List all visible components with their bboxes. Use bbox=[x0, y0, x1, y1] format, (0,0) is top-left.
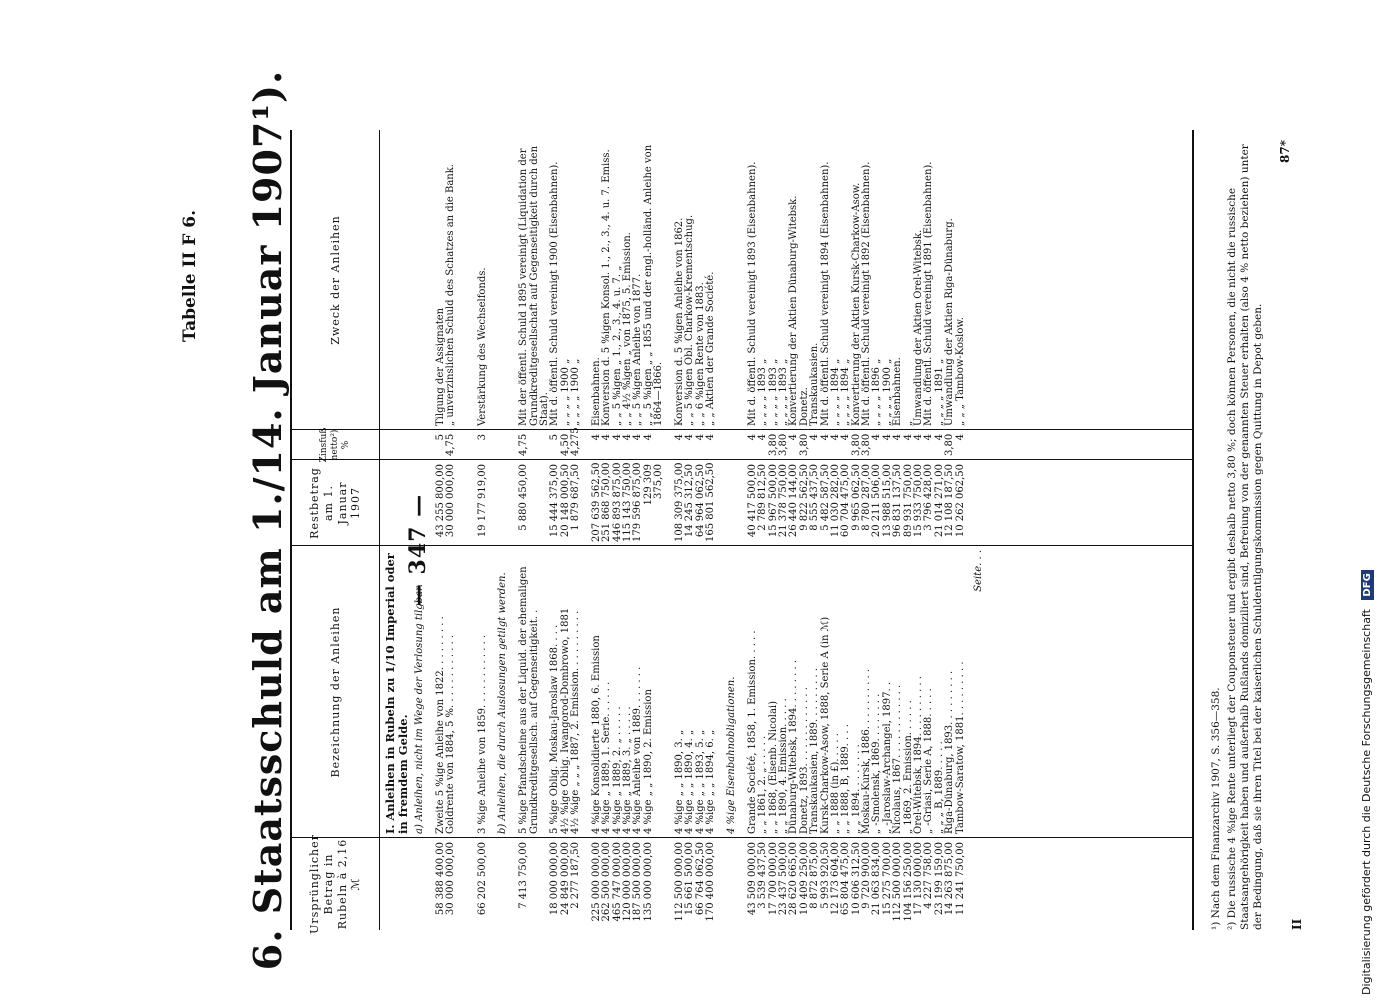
cell-designation: 4 %ige „ „ 1890, 4. „ bbox=[684, 729, 696, 834]
cell-remaining: 11 030 282,00 bbox=[829, 464, 841, 538]
spacer bbox=[727, 134, 748, 426]
cell-remaining: 40 417 500,00 bbox=[746, 464, 758, 538]
cell-rate: 4,50 bbox=[559, 433, 571, 456]
cell-purpose: „ „ „ „ 1900 „ bbox=[881, 358, 893, 426]
cell-remaining: 165 801 562,50 bbox=[705, 462, 717, 542]
cell-purpose: Konvertierung der Aktien Dünaburg-Witebsk. bbox=[788, 195, 800, 426]
cell-original: 120 000 000,00 bbox=[622, 842, 634, 922]
spacer bbox=[498, 434, 519, 456]
cell-original: 15 275 700,00 bbox=[881, 842, 893, 916]
cell-purpose: Mit d. öffentl. Schuld vereinigt 1893 (Eisenbahnen). bbox=[746, 161, 758, 426]
cell-remaining: 19 177 919,00 bbox=[476, 464, 488, 538]
column-header-rate: Zinsfuß netto²) % bbox=[292, 430, 380, 460]
spacer bbox=[717, 434, 727, 456]
cell-original: 30 000 000,00 bbox=[445, 842, 457, 916]
cell-rate: 4 bbox=[632, 434, 644, 441]
cell-purpose: „ „ „ „ 1900 „ bbox=[570, 358, 582, 426]
cell-remaining: 5 482 587,50 bbox=[819, 464, 831, 531]
cell-designation: „ „ 1894. . . . . . . . bbox=[850, 744, 862, 834]
cell-remaining: 21 378 750,00 bbox=[777, 464, 789, 538]
spacer bbox=[384, 842, 415, 926]
cell-remaining: 26 440 144,00 bbox=[788, 464, 800, 538]
cell-purpose: Mit der öffentl. Schuld 1895 vereinigt (Liquidation der Grundkreditgesellschaft auf Gegenseitigkeit durch den Staat). bbox=[518, 145, 550, 426]
cell-original: 23 437 500,00 bbox=[777, 842, 789, 916]
page-mark: 87* bbox=[1278, 140, 1292, 163]
page-number: — 347 — bbox=[405, 493, 431, 607]
cell-remaining: 15 444 375,00 bbox=[549, 464, 561, 538]
cell-remaining: 5 880 450,00 bbox=[518, 464, 530, 531]
cell-original: 112 500 000,00 bbox=[892, 842, 904, 922]
cell-rate: 4,75 bbox=[445, 433, 457, 456]
cell-rate: 4 bbox=[684, 434, 696, 441]
cell-rate: 4 bbox=[840, 434, 852, 441]
cell-rate: 4 bbox=[829, 434, 841, 441]
column-header-purpose: Zweck der Anleihen bbox=[292, 130, 380, 430]
cell-original: 18 000 000,00 bbox=[549, 842, 561, 916]
spacer bbox=[467, 842, 477, 926]
cell-designation: „ 1869, 2. Emission. . . . . . bbox=[902, 700, 914, 834]
cell-purpose: „ „ 4½ %igen „ von 1875, 5. Emission. bbox=[622, 232, 634, 426]
cell-designation: Nicolaus, 1867. . . . . . . . . . . . bbox=[892, 684, 904, 834]
cell-purpose: Mit d. öffentl. Schuld vereinigt 1891 (Eisenbahnen). bbox=[923, 161, 935, 426]
cell-remaining: 30 000 000,00 bbox=[445, 464, 457, 538]
cell-purpose: Konversion d. 5 %igen Konsol. 1., 2., 3., 4. u. 7. Emiss. bbox=[601, 149, 613, 426]
cell-designation: „ -Jaroslaw-Archangel, 1897. . bbox=[881, 681, 893, 834]
cell-remaining: 179 596 875,00 bbox=[632, 462, 644, 542]
cell-purpose: „ unverzinslichen Schuld des Schatzes an die Bank. bbox=[445, 164, 457, 426]
cell-designation: „ „ 1888, B, 1889. . . . bbox=[840, 724, 852, 834]
rotated-page bbox=[60, 60, 1360, 1000]
cell-original: 465 747 000,00 bbox=[611, 842, 623, 922]
cell-designation: „ „ 1861, 2. „ . . . . . bbox=[757, 735, 769, 834]
cell-designation: 4 %ige „ „ 1890, 3. „ bbox=[674, 729, 686, 834]
cell-rate: 4,275 bbox=[570, 427, 582, 456]
cell-rate: 4 bbox=[913, 434, 925, 441]
cell-rate: 3,80 bbox=[777, 433, 789, 456]
cell-rate: 3,80 bbox=[850, 433, 862, 456]
cell-purpose: „ „ „ „ 1896 „ bbox=[871, 358, 883, 426]
cell-remaining: 96 831 137,50 bbox=[892, 464, 904, 538]
cell-remaining: 2 789 812,50 bbox=[757, 464, 769, 531]
cell-designation: „ „ „ B, 1889. . . . . bbox=[933, 741, 945, 834]
funding-note-text: Digitalisierung gefördert durch die Deutsche Forschungsgemeinschaft bbox=[1360, 609, 1373, 995]
cell-rate: 3,80 bbox=[798, 433, 810, 456]
column-body-purpose bbox=[384, 130, 966, 430]
spacer bbox=[727, 434, 748, 456]
column-body-original bbox=[384, 838, 966, 930]
cell-purpose: „ „ 6 %igen Rente von 1883. bbox=[694, 282, 706, 426]
cell-original: 28 620 665,00 bbox=[788, 842, 800, 916]
section-heading-main: I. Anleihen in Rubeln zu 1/10 Imperial oder in fremdem Gelde. bbox=[383, 553, 410, 834]
cell-original: 8 872 875,00 bbox=[809, 842, 821, 909]
page-title: 6. Staatsschuld am 1./14. Januar 1907¹). bbox=[245, 69, 290, 971]
column-purpose bbox=[292, 130, 1192, 430]
cell-designation: 4 %ige „ 1889, 1. Serie. . . . . . bbox=[601, 681, 613, 834]
spacer bbox=[467, 134, 477, 426]
cell-original: 262 500 000,00 bbox=[601, 842, 613, 922]
cell-designation: 3 %ige Anleihe von 1859. . . . . . . . . . . . bbox=[476, 634, 488, 834]
cell-rate: 4 bbox=[757, 434, 769, 441]
cell-rate: 4 bbox=[923, 434, 935, 441]
cell-rate: 3 bbox=[476, 434, 488, 441]
cell-designation: 4 %ige „ „ 1893, 5. „ bbox=[694, 729, 706, 834]
cell-rate: 4 bbox=[933, 434, 945, 441]
cell-remaining: 15 967 500,00 bbox=[767, 464, 779, 538]
cell-rate: 4 bbox=[611, 434, 623, 441]
cell-designation: 4 %ige Konsolidierte 1880, 6. Emission bbox=[590, 635, 602, 834]
cell-original: 11 241 750,00 bbox=[954, 842, 966, 916]
cell-designation: „ -Griasi, Serie A, 1888. . . . . bbox=[923, 688, 935, 834]
spacer bbox=[467, 434, 477, 456]
cell-remaining: 20 148 000,50 bbox=[559, 464, 571, 538]
cell-designation: 4½ %ige Oblig. Iwangorod-Dombrowo, 1881 bbox=[559, 607, 571, 834]
cell-rate: 3,80 bbox=[944, 433, 956, 456]
cell-rate: 4 bbox=[819, 434, 831, 441]
cell-remaining: 43 255 800,00 bbox=[434, 464, 446, 538]
cell-rate: 4 bbox=[881, 434, 893, 441]
cell-designation: „ -Smolensk, 1869. . . . . . . . bbox=[871, 693, 883, 834]
cell-original: 17 130 000,00 bbox=[913, 842, 925, 916]
cell-designation: 4 %ige „ „ 1890, 2. Emission bbox=[642, 689, 654, 834]
seite-label: Seite. . . bbox=[972, 550, 984, 592]
cell-remaining: 207 639 562,50 bbox=[590, 462, 602, 542]
cell-designation: Donetz, 1893. . . . . . . . . . . . . bbox=[798, 687, 810, 834]
cell-remaining: 64 964 062,50 bbox=[694, 464, 706, 538]
cell-designation: Grande Société, 1858, 1. Emission. . . . . bbox=[746, 630, 758, 834]
cell-rate: 4 bbox=[694, 434, 706, 441]
cell-rate: 5 bbox=[549, 434, 561, 441]
cell-remaining: 10 262 062,50 bbox=[954, 464, 966, 538]
cell-original: 135 000 000,00 bbox=[642, 842, 654, 922]
spacer bbox=[415, 464, 436, 542]
cell-purpose: „ „ 5 %igen Anleihe von 1877. bbox=[632, 273, 644, 426]
cell-remaining: 60 704 475,00 bbox=[840, 464, 852, 538]
cell-purpose: „ „ Aktien der Grande Société. bbox=[705, 271, 717, 426]
cell-remaining: 129 309 375,00 bbox=[642, 464, 665, 506]
cell-designation: „ „ 1868, (Eisenb. Nicolai) bbox=[767, 700, 779, 834]
cell-rate: 4 bbox=[902, 434, 914, 441]
spacer bbox=[498, 134, 519, 426]
column-designation bbox=[292, 545, 1192, 838]
cell-designation: 5 %ige Pfandscheine aus der Liquid. der ehemaligen Grundkreditgesellsch. auf Gegenseitigkeit. . bbox=[518, 566, 540, 834]
cell-original: 58 388 400,00 bbox=[434, 842, 446, 916]
cell-purpose: „ „ „ „ 1891 „ bbox=[933, 358, 945, 426]
spacer bbox=[488, 842, 498, 926]
cell-remaining: 8 780 287,00 bbox=[861, 464, 873, 531]
cell-rate: 4 bbox=[892, 434, 904, 441]
cell-rate: 4 bbox=[642, 434, 654, 441]
footnote-2: ²) Die russische 4 %ige Rente unterliegt der Couponsteuer und ergibt deshalb netto 3,80 %; doch können Personen, die nicht die russische Staatsangehörigkeit haben und außerhalb Rußlands domiziliert sind, Befreiung von der genannten Steuer erhalten (also 4 % netto beziehen) unter der Bedingung, daß sie ihren Titel bei der kaiserlichen Schuldentilgungskommission gegen Quittung in Depot geben. bbox=[1226, 144, 1264, 930]
cell-purpose: „ „ „ „ 1894 „ bbox=[840, 358, 852, 426]
signature-mark: II bbox=[1290, 918, 1304, 930]
cell-purpose: Eisenbahnen. bbox=[590, 357, 602, 426]
cell-purpose: „ „ „ „ 1900 „ bbox=[559, 358, 571, 426]
cell-designation: 4 %ige „ „ 1894, 6. „ bbox=[705, 729, 717, 834]
spacer bbox=[488, 134, 498, 426]
cell-original: 14 263 875,00 bbox=[944, 842, 956, 916]
cell-purpose: Konversion d. 5 %igen Anleihe von 1862. bbox=[674, 217, 686, 426]
cell-original: 65 804 475,00 bbox=[840, 842, 852, 916]
cell-rate: 4 bbox=[601, 434, 613, 441]
cell-rate: 4 bbox=[674, 434, 686, 441]
funding-note bbox=[1360, 95, 1378, 995]
spacer bbox=[384, 134, 415, 426]
cell-original: 21 063 834,00 bbox=[871, 842, 883, 916]
cell-purpose: „ „ „ „ 1894 „ bbox=[829, 358, 841, 426]
cell-original: 9 720 900,00 bbox=[861, 842, 873, 909]
cell-rate: 4 bbox=[590, 434, 602, 441]
cell-remaining: 9 822 562,50 bbox=[798, 464, 810, 531]
cell-purpose: Umwandlung der Aktien Orel-Witebsk. bbox=[913, 229, 925, 426]
column-rate bbox=[292, 427, 1192, 463]
cell-designation: Riga-Dünaburg, 1893. . . . . . . . . bbox=[944, 670, 956, 834]
debt-table bbox=[290, 130, 1194, 934]
cell-rate: 4 bbox=[622, 434, 634, 441]
cell-remaining: 446 893 875,00 bbox=[611, 462, 623, 542]
cell-original: 3 539 437,50 bbox=[757, 842, 769, 909]
cell-remaining: 14 245 312,50 bbox=[684, 464, 696, 538]
cell-remaining: 12 108 187,50 bbox=[944, 464, 956, 538]
cell-original: 5 993 920,50 bbox=[819, 842, 831, 909]
spacer bbox=[498, 842, 519, 926]
cell-original: 170 400 000,00 bbox=[705, 842, 717, 922]
column-header-original: Ursprünglicher Betrag in Rubeln à 2,16 ℳ bbox=[292, 838, 380, 930]
spacer bbox=[727, 464, 748, 542]
cell-remaining: 1 879 687,50 bbox=[570, 464, 582, 531]
table-label: Tabelle II F 6. bbox=[180, 210, 200, 342]
cell-remaining: 89 931 750,00 bbox=[902, 464, 914, 538]
cell-designation: Transkaukasien, 1889. . . . . . . . . bbox=[809, 667, 821, 834]
cell-purpose: „ „ „ „ 1893 „ bbox=[777, 358, 789, 426]
cell-original: 104 156 250,00 bbox=[902, 842, 914, 922]
spacer bbox=[467, 464, 477, 542]
spacer bbox=[498, 464, 519, 542]
cell-original: 7 413 750,00 bbox=[518, 842, 530, 909]
dfg-logo: DFG bbox=[1361, 570, 1374, 599]
column-header-designation: Bezeichnung der Anleihen bbox=[292, 546, 380, 838]
spacer bbox=[415, 434, 436, 456]
cell-purpose: „ „ „ „ 1893 „ bbox=[757, 358, 769, 426]
column-body-remaining bbox=[384, 460, 966, 546]
cell-original: 43 509 000,00 bbox=[746, 842, 758, 916]
cell-original: 4 227 758,00 bbox=[923, 842, 935, 909]
cell-rate: 3,80 bbox=[767, 433, 779, 456]
cell-rate: 4 bbox=[746, 434, 758, 441]
section-heading-a: a) Anleihen, nicht im Wege der Verlosung tilgbar. bbox=[414, 584, 426, 834]
footnote-1: ¹) Nach dem Finanzarchiv 1907, S. 356—358. bbox=[1210, 687, 1222, 930]
cell-purpose: Mit d. öffentl. Schuld vereinigt 1894 (Eisenbahnen). bbox=[819, 161, 831, 426]
section-heading-railway: 4 %ige Eisenbahnobligationen. bbox=[725, 676, 737, 834]
cell-remaining: 115 143 750,00 bbox=[622, 462, 634, 542]
spacer bbox=[415, 134, 436, 426]
cell-original: 15 661 500,00 bbox=[684, 842, 696, 916]
cell-purpose: Eisenbahnen. bbox=[892, 357, 904, 426]
cell-designation: 5 %ige Oblig. Moskau-Jaroslaw 1868. . . . bbox=[549, 624, 561, 834]
cell-rate: 3,80 bbox=[861, 433, 873, 456]
cell-rate: 4,75 bbox=[518, 433, 530, 456]
cell-designation: 4 %ige „ 1889, 2. „ . . . . . bbox=[611, 706, 623, 834]
cell-purpose: Transkaukasien. bbox=[809, 342, 821, 426]
column-header-remaining: Restbetrag am 1. Januar 1907 bbox=[292, 460, 380, 546]
cell-purpose: „ „ 5 %igen Obl. Charkow-Krementschug. bbox=[684, 214, 696, 426]
column-body-rate bbox=[384, 427, 966, 460]
cell-designation: „ „ 1890, 4. Emission. . . . . bbox=[777, 698, 789, 834]
cell-remaining: 20 211 506,00 bbox=[871, 464, 883, 538]
cell-purpose: Mit d. öffentl. Schuld vereinigt 1900 (Eisenbahnen). bbox=[549, 161, 561, 426]
cell-rate: 5 bbox=[434, 434, 446, 441]
cell-purpose: „ „ 5 %igen „ 1., 2., 3., 4. u. 7. „ bbox=[611, 265, 623, 426]
cell-original: 225 000 000,00 bbox=[590, 842, 602, 922]
cell-purpose: „ bbox=[902, 420, 914, 426]
cell-original: 17 700 000,00 bbox=[767, 842, 779, 916]
column-original bbox=[292, 834, 1192, 934]
section-heading-b: b) Anleihen, die durch Auslosungen getilgt werden. bbox=[497, 572, 509, 834]
cell-designation: „ „ 1888 (in £). . . . . bbox=[829, 733, 841, 834]
cell-rate: 4 bbox=[705, 434, 717, 441]
cell-remaining: 15 933 750,00 bbox=[913, 464, 925, 538]
column-remaining bbox=[292, 459, 1192, 546]
cell-rate: 4 bbox=[871, 434, 883, 441]
cell-purpose: Tilgung der Assignaten bbox=[434, 307, 446, 426]
spacer bbox=[727, 842, 748, 926]
spacer bbox=[488, 434, 498, 456]
cell-remaining: 21 014 271,00 bbox=[933, 464, 945, 538]
cell-remaining: 8 555 437,50 bbox=[809, 464, 821, 531]
cell-purpose: Mit d. öffentl. Schuld vereinigt 1892 (Eisenbahnen). bbox=[861, 161, 873, 426]
cell-remaining: 3 796 428,00 bbox=[923, 464, 935, 531]
cell-original: 66 764 062,50 bbox=[694, 842, 706, 916]
spacer bbox=[717, 842, 727, 926]
cell-original: 12 173 604,00 bbox=[829, 842, 841, 916]
cell-original: 2 277 187,50 bbox=[570, 842, 582, 909]
spacer bbox=[384, 464, 415, 542]
cell-rate: 4 bbox=[788, 434, 800, 441]
cell-rate: 4 bbox=[809, 434, 821, 441]
cell-designation: 4½ %ige „ „ „ 1887, 2. Emission. . . . . . . . . . bbox=[570, 610, 582, 834]
spacer bbox=[384, 434, 415, 456]
cell-original: 10 606 312,50 bbox=[850, 842, 862, 916]
cell-designation: Goldrente von 1884, 5 %. . . . . . . . . . . . bbox=[445, 634, 457, 834]
cell-designation: Zweite 5 %ige Anleihe von 1822. . . . . . . . . bbox=[434, 616, 446, 834]
cell-remaining: 13 988 515,00 bbox=[881, 464, 893, 538]
column-body-designation bbox=[384, 546, 984, 838]
cell-designation: Dünaburg-Witebsk, 1894. . . . . . . . bbox=[788, 659, 800, 834]
cell-original: 112 500 000,00 bbox=[674, 842, 686, 922]
cell-remaining: 108 309 375,00 bbox=[674, 462, 686, 542]
cell-designation: Orel-Witebsk, 1894. . . . . . . . . . bbox=[913, 676, 925, 834]
cell-purpose: Donetz. bbox=[798, 387, 810, 426]
cell-designation: Tambow-Saratow, 1881. . . . . . . . . bbox=[954, 661, 966, 834]
cell-purpose: „ „ 5 %igen „ „ 1855 und der engl.-holländ. Anleihe von 1864—1866. bbox=[642, 144, 665, 426]
cell-designation: 4 %ige „ 1889, 3. „ . . . . . bbox=[622, 706, 634, 834]
cell-purpose: „ „ „ „ 1893 „ bbox=[767, 358, 779, 426]
cell-designation: Moskau-Kursk, 1886. . . . . . . . . . bbox=[861, 668, 873, 834]
cell-purpose: Konvertierung der Aktien Kursk-Charkow-Asow. bbox=[850, 182, 862, 426]
cell-original: 187 500 000,00 bbox=[632, 842, 644, 922]
cell-original: 66 202 500,00 bbox=[476, 842, 488, 916]
cell-remaining: 251 868 750,00 bbox=[601, 462, 613, 542]
cell-remaining: 9 965 062,50 bbox=[850, 464, 862, 531]
spacer bbox=[467, 550, 477, 834]
cell-designation: 4 %ige Anleihe von 1889. . . . . . . bbox=[632, 666, 644, 834]
spacer bbox=[717, 464, 727, 542]
cell-purpose: Verstärkung des Wechselfonds. bbox=[476, 267, 488, 426]
cell-designation: Kursk-Charkow-Asow, 1888, Serie A (in ℳ) bbox=[819, 616, 831, 834]
cell-original: 10 409 250,00 bbox=[798, 842, 810, 916]
cell-original: 23 199 159,00 bbox=[933, 842, 945, 916]
spacer bbox=[488, 464, 498, 542]
cell-rate: 4 bbox=[954, 434, 966, 441]
cell-purpose: „ „ „ Tambow-Koslow. bbox=[954, 317, 966, 426]
spacer bbox=[415, 842, 436, 926]
cell-original: 24 849 000,00 bbox=[559, 842, 571, 916]
cell-purpose: Umwandlung der Aktien Riga-Dünaburg. bbox=[944, 218, 956, 426]
spacer bbox=[717, 134, 727, 426]
